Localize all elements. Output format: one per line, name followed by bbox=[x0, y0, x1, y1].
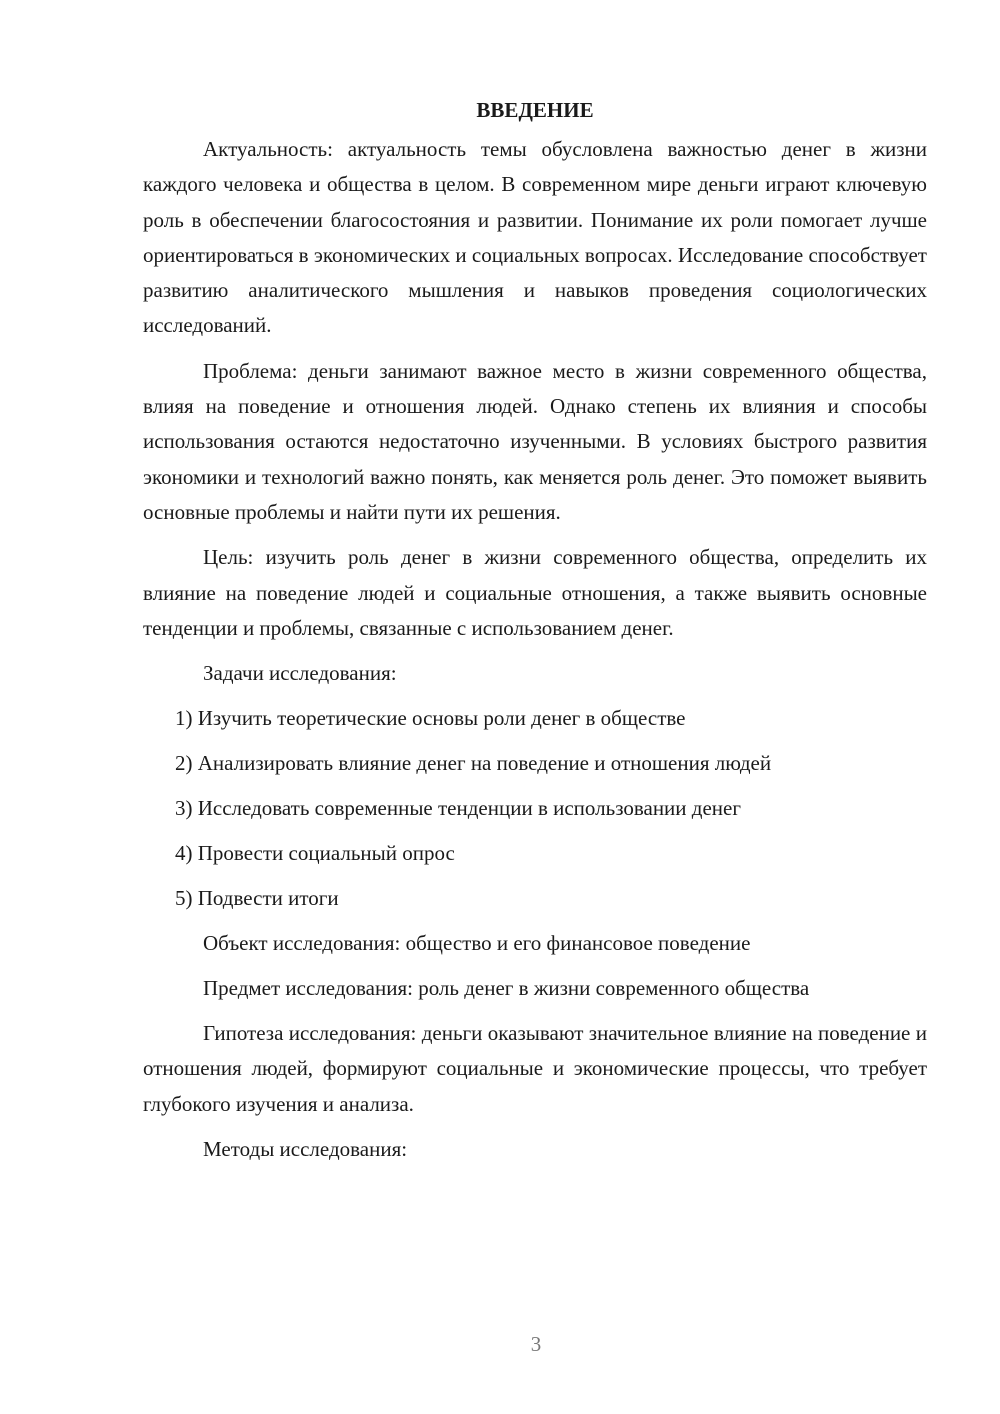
problem-paragraph: Проблема: деньги занимают важное место в жизни современного общества, влияя на поведение и отношения людей. Однако степень их влияния и способы использования остаются недостаточно изученными. В условиях быстрого развития экономики и технологий важно понять, как меняется роль денег. Это поможет выявить основные проблемы и найти пути их решения. bbox=[143, 358, 927, 524]
task-item-4: 4) Провести социальный опрос bbox=[175, 841, 455, 866]
goal-paragraph: Цель: изучить роль денег в жизни современного общества, определить их влияние на поведение людей и социальные отношения, а также выявить основные тенденции и проблемы, связанные с использованием денег. bbox=[143, 545, 927, 640]
research-object: Объект исследования: общество и его финансовое поведение bbox=[203, 931, 751, 956]
relevance-paragraph: Актуальность: актуальность темы обусловлена важностью денег в жизни каждого человека и общества в целом. В современном мире деньги играют ключевую роль в обеспечении благосостояния и развитии. Понимание их роли помогает лучше ориентироваться в экономических и социальных вопросах. Исследование способствует развитию аналитического мышления и навыков проведения социологических исследований. bbox=[143, 137, 927, 338]
task-item-1: 1) Изучить теоретические основы роли денег в обществе bbox=[175, 706, 686, 731]
section-heading: ВВЕДЕНИЕ bbox=[476, 98, 594, 122]
methods-title: Методы исследования: bbox=[203, 1137, 408, 1162]
page-number: 3 bbox=[530, 1332, 542, 1356]
page-content bbox=[143, 92, 927, 1177]
task-item-2: 2) Анализировать влияние денег на поведение и отношения людей bbox=[175, 751, 772, 776]
research-subject: Предмет исследования: роль денег в жизни современного общества bbox=[203, 976, 810, 1001]
task-item-3: 3) Исследовать современные тенденции в использовании денег bbox=[175, 796, 741, 821]
task-item-5: 5) Подвести итоги bbox=[175, 886, 339, 911]
hypothesis-paragraph: Гипотеза исследования: деньги оказывают значительное влияние на поведение и отношения людей, формируют социальные и экономические процессы, что требует глубокого изучения и анализа. bbox=[143, 1021, 927, 1116]
tasks-title: Задачи исследования: bbox=[203, 661, 397, 686]
